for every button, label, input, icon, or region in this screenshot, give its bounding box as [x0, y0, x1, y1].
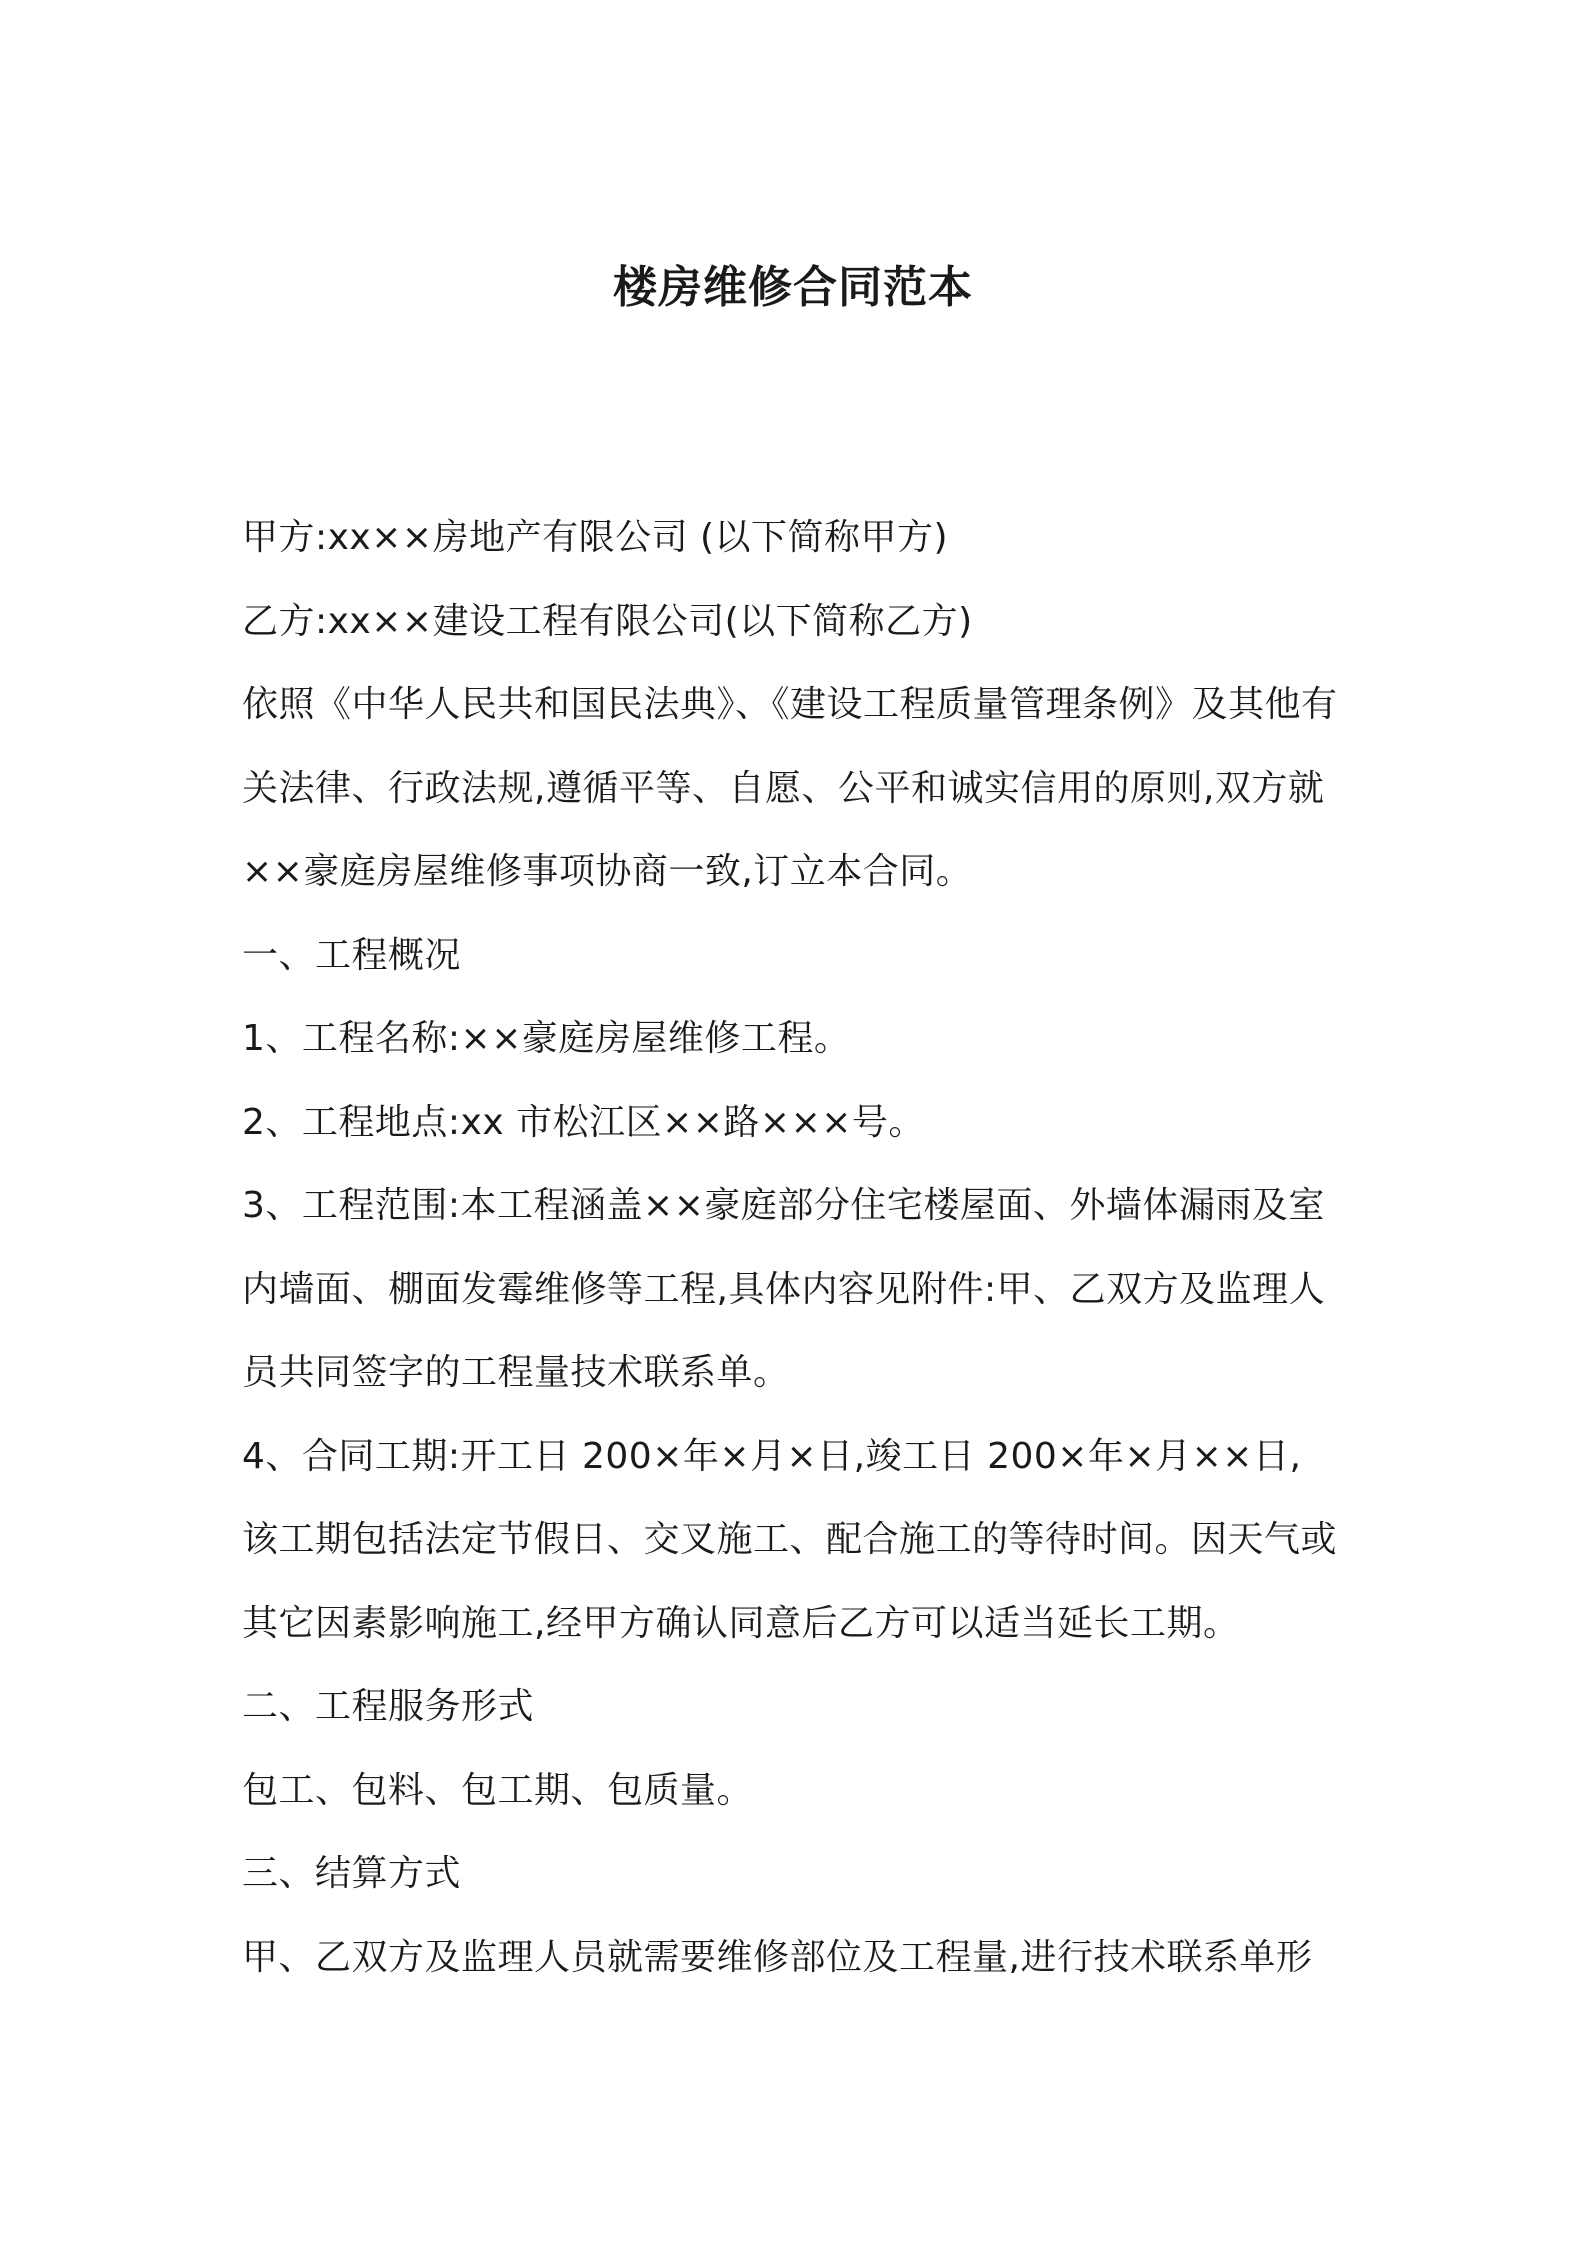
- document-title: 楼房维修合同范本: [613, 262, 973, 313]
- clause-line: 甲、乙双方及监理人员就需要维修部位及工程量,进行技术联系单形: [242, 1936, 1313, 1978]
- clause-line: 包工、包料、包工期、包质量。: [242, 1769, 754, 1811]
- section-heading: 二、工程服务形式: [242, 1686, 535, 1727]
- clause-line: 内墙面、棚面发霉维修等工程,具体内容见附件:甲、乙双方及监理人: [242, 1268, 1326, 1310]
- preamble-line: 依照《中华人民共和国民法典》、《建设工程质量管理条例》及其他有: [242, 684, 1338, 725]
- clause-line: 1、工程名称:××豪庭房屋维修工程。: [242, 1018, 851, 1059]
- section-heading: 三、结算方式: [242, 1853, 462, 1894]
- preamble-line: ××豪庭房屋维修事项协商一致,订立本合同。: [242, 851, 973, 892]
- section-heading: 一、工程概况: [242, 934, 462, 976]
- clause-line: 2、工程地点:xx 市松江区××路×××号。: [242, 1101, 925, 1143]
- clause-line: 员共同签字的工程量技术联系单。: [242, 1352, 790, 1393]
- party-a-line: 甲方:xx××房地产有限公司 (以下简称甲方): [242, 517, 949, 558]
- clause-line: 该工期包括法定节假日、交叉施工、配合施工的等待时间。因天气或: [242, 1519, 1338, 1560]
- preamble-line: 关法律、行政法规,遵循平等、自愿、公平和诚实信用的原则,双方就: [242, 767, 1325, 809]
- clause-line: 其它因素影响施工,经甲方确认同意后乙方可以适当延长工期。: [242, 1602, 1240, 1644]
- party-b-line: 乙方:xx××建设工程有限公司(以下简称乙方): [242, 600, 973, 642]
- clause-line: 3、工程范围:本工程涵盖××豪庭部分住宅楼屋面、外墙体漏雨及室: [242, 1185, 1325, 1226]
- document-body: [242, 496, 1362, 1999]
- clause-line: 4、合同工期:开工日 200×年×月×日,竣工日 200×年×月××日,: [242, 1435, 1302, 1477]
